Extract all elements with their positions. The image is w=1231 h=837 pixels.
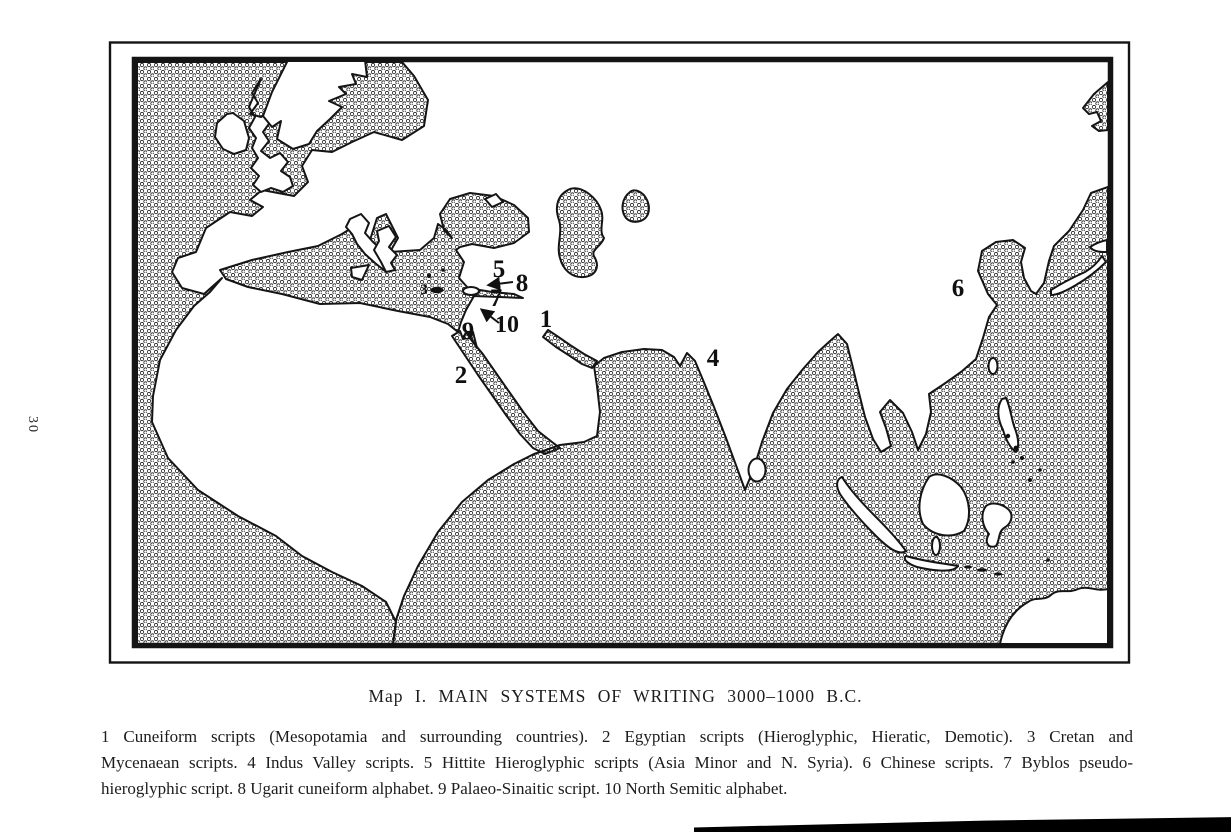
sea-persian-gulf [543,330,597,368]
island-sunda-3 [994,572,1002,575]
sea-caspian [557,188,604,277]
sea-atlantic [137,62,428,644]
map-label-10: 10 [495,312,519,338]
land-bangka [932,537,940,555]
land-cyprus [463,287,479,295]
map-caption-title: Map I. MAIN SYSTEMS OF WRITING 3000–1000 B.C. [368,686,863,706]
map-label-4: 4 [706,345,720,372]
island-molucca-3 [1046,558,1050,562]
map-legend-caption [101,724,1133,802]
map-label-5: 5 [492,256,506,283]
island-molucca-1 [1028,478,1032,482]
map-label-9: 9 [461,318,475,345]
island-philippine-2 [1014,446,1019,451]
sea-aral [623,190,649,221]
island-molucca-2 [1038,468,1042,472]
caption-line-1: 1 Cuneiform scripts (Mesopotamia and surrounding countries). 2 Egyptian scripts (Hieroglyphic, Hieratic, Demotic). 3 Cretan and [101,727,1133,746]
island-aegean-1 [427,274,431,278]
sea-okhotsk [1083,82,1108,131]
island-sunda-2 [977,568,987,571]
map-label-3: 3 [420,282,428,298]
sea-red-sea [452,331,560,454]
island-philippine-1 [1006,434,1010,438]
island-aegean-2 [441,268,445,272]
map-label-6: 6 [951,275,965,302]
map-label-7: 7 [489,285,503,312]
island-crete [431,287,444,293]
island-philippine-4 [1011,460,1015,464]
caption-line-3: hieroglyphic script. 8 Ugarit cuneiform alphabet. 9 Palaeo-Sinaitic script. 10 North Semitic alphabet. [101,779,788,798]
map-label-2: 2 [454,362,468,389]
island-sunda-1 [964,565,972,568]
land-sri-lanka [749,459,766,482]
map-geography [137,60,1108,644]
island-philippine-3 [1020,456,1024,460]
land-taiwan [989,358,998,374]
caption-line-2: Mycenaean scripts. 4 Indus Valley scripts. 5 Hittite Hieroglyphic scripts (Asia Minor and N. Syria). 6 Chinese scripts. 7 Byblos pseudo- [101,753,1133,772]
map-label-8: 8 [515,270,529,297]
page-number-folio: 30 [25,416,40,434]
map-label-1: 1 [539,306,553,333]
